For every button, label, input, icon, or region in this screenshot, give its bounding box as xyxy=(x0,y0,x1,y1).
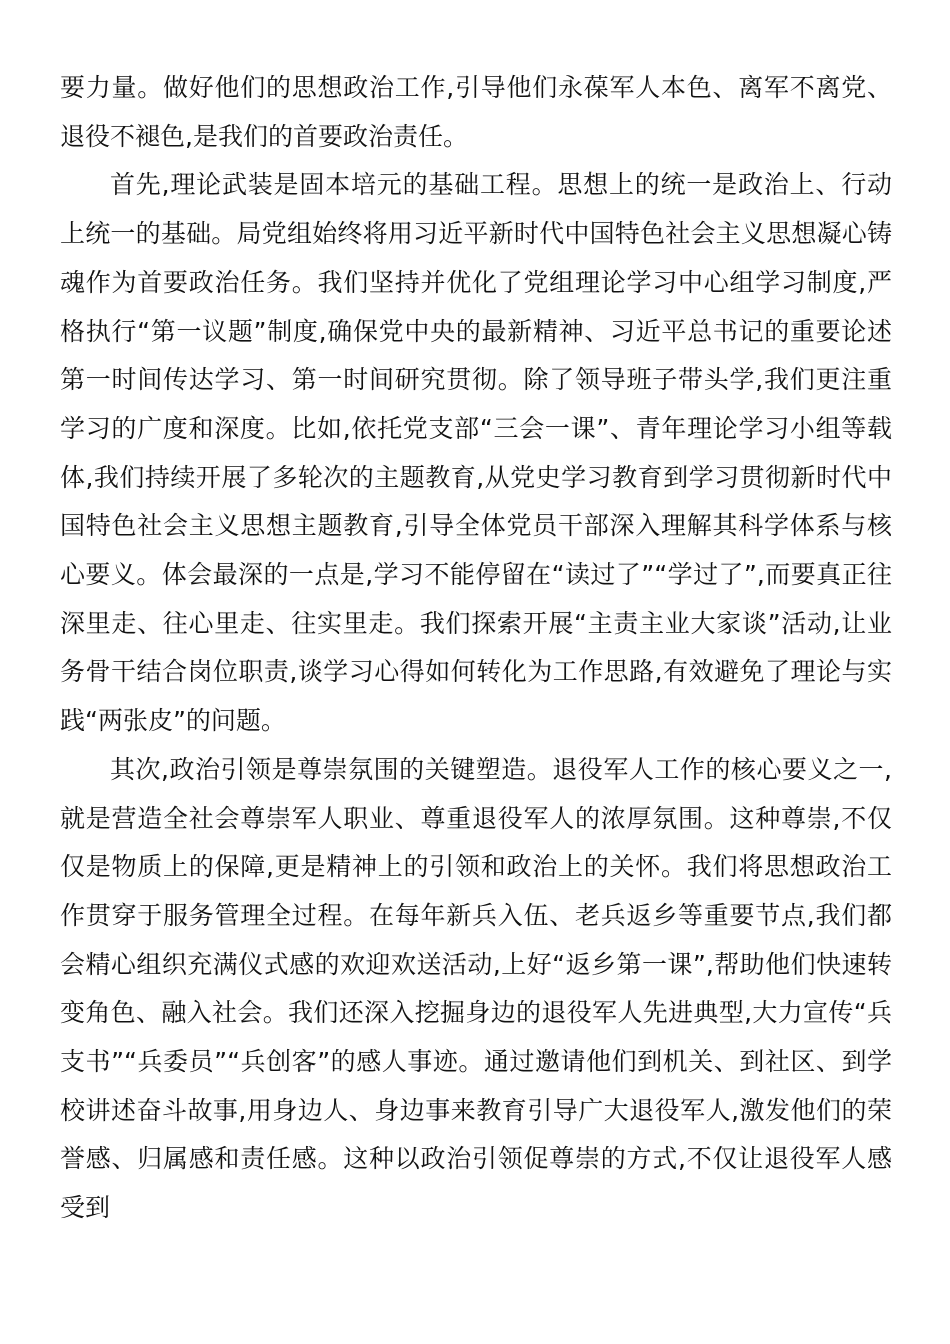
paragraph-intro-continuation: 要力量。做好他们的思想政治工作,引导他们永葆军人本色、离军不离党、退役不褪色,是我们的首要政治责任。 xyxy=(60,73,892,151)
paragraph-political-guidance: 其次,政治引领是尊崇氛围的关键塑造。退役军人工作的核心要义之一,就是营造全社会尊崇军人职业、尊重退役军人的浓厚氛围。这种尊崇,不仅仅是物质上的保障,更是精神上的引领和政治上的关怀。我们将思想政治工作贯穿于服务管理全过程。在每年新兵入伍、老兵返乡等重要节点,我们都会精心组织充满仪式感的欢迎欢送活动,上好“返乡第一课”,帮助他们快速转变角色、融入社会。我们还深入挖掘身边的退役军人先进典型,大力宣传“兵支书”“兵委员”“兵创客”的感人事迹。通过邀请他们到机关、到社区、到学校讲述奋斗故事,用身边人、身边事来教育引导广大退役军人,激发他们的荣誉感、归属感和责任感。这种以政治引领促尊崇的方式,不仅让退役军人感受到 xyxy=(60,754,892,1223)
document-page xyxy=(60,64,892,1233)
paragraph-theory-arming: 首先,理论武装是固本培元的基础工程。思想上的统一是政治上、行动上统一的基础。局党组始终将用习近平新时代中国特色社会主义思想凝心铸魂作为首要政治任务。我们坚持并优化了党组理论学习中心组学习制度,严格执行“第一议题”制度,确保党中央的最新精神、习近平总书记的重要论述第一时间传达学习、第一时间研究贯彻。除了领导班子带头学,我们更注重学习的广度和深度。比如,依托党支部“三会一课”、青年理论学习小组等载体,我们持续开展了多轮次的主题教育,从党史学习教育到学习贯彻新时代中国特色社会主义思想主题教育,引导全体党员干部深入理解其科学体系与核心要义。体会最深的一点是,学习不能停留在“读过了”“学过了”,而要真正往深里走、往心里走、往实里走。我们探索开展“主责主业大家谈”活动,让业务骨干结合岗位职责,谈学习心得如何转化为工作思路,有效避免了理论与实践“两张皮”的问题。 xyxy=(60,170,892,736)
